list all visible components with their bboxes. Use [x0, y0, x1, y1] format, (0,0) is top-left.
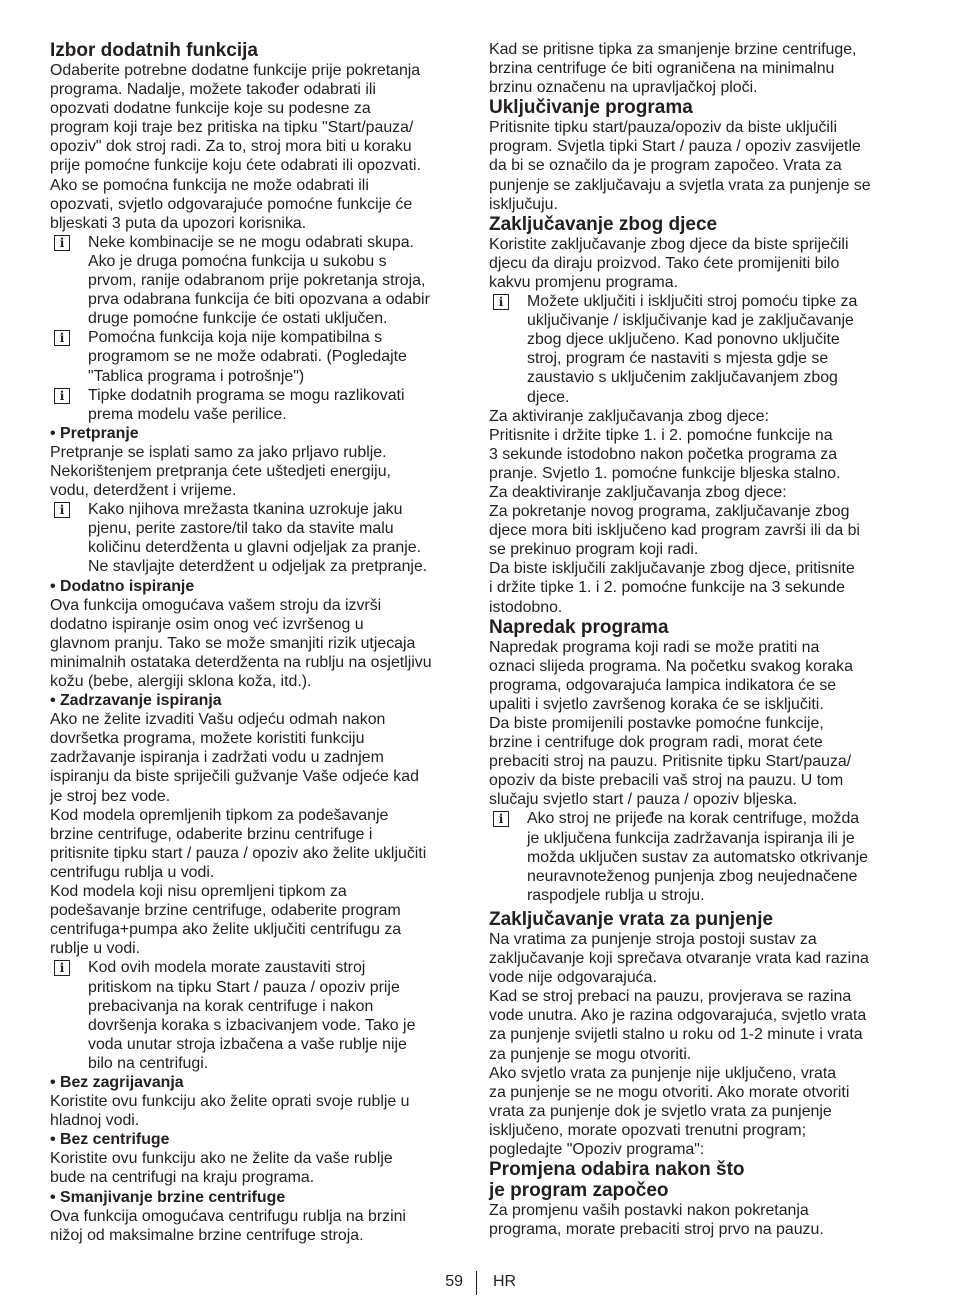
heading-additional-functions: Izbor dodatnih funkcija — [50, 40, 258, 61]
heading-child-lock: Zaključavanje zbog djece — [489, 213, 718, 235]
info-note — [489, 809, 907, 904]
paragraph-intro: Odaberite potrebne dodatne funkcije prije pokretanja programa. Nadalje, možete također odabrati ili opozvati dodatne funkcije koje su podesne za program koji traje bez pritiska na tipku "Start/pauza/ opoziv" dok stroj radi. Za to, stroj mora biti u koraku prije pomoćne funkcije koju ćete odabrati ili opozvati. Ako se pomoćna funkcija ne može odabrati ili opozvati, svjetlo odgovarajuće pomoćne funkcije će bljeskati 3 puta da upozori korisnika. — [50, 62, 421, 232]
info-icon: i — [54, 330, 70, 346]
info-note — [50, 500, 468, 576]
heading-door-lock: Zaključavanje vrata za punjenje — [489, 908, 774, 930]
info-note — [50, 328, 468, 385]
page-footer — [0, 1271, 954, 1295]
info-icon: i — [54, 960, 70, 976]
subheading-spin-reduction: • Smanjivanje brzine centrifuge — [50, 1188, 286, 1206]
note-text: Pomoćna funkcija koja nije kompatibilna s programom se ne može odabrati. (Pogledajte "Tablica programa i potrošnje") — [88, 329, 407, 385]
paragraph-rinse-hold: Ako ne želite izvaditi Vašu odjeću odmah nakon dovršetka programa, možete koristiti funkciju zadržavanje ispiranja i zadržati vodu u zadnjem ispiranju da biste spriječili gužvanje Vaše odjeće kad je stroj bez vode. Kod modela opremljenih tipkom za podešavanje brzine centrifuge, odaberite brzinu centrifuge i pritisnite tipku start / pauza / opoziv ako želite uključiti centrifugu rublja u vodi. Kod modela koji nisu opremljeni tipkom za podešavanje brzine centrifuge, odaberite program centrifuga+pumpa ako želite uključiti centrifugu za rublje u vodi. — [50, 711, 427, 958]
subheading-extra-rinse: • Dodatno ispiranje — [50, 577, 195, 595]
paragraph-spin-reduction-cont: Kad se pritisne tipka za smanjenje brzine centrifuge, brzina centrifuge će biti ograničena na minimalnu brzinu označenu na upravljačkoj ploči. — [489, 41, 857, 97]
note-text: Možete uključiti i isključiti stroj pomoću tipke za uključivanje / isključivanje kad je zaključavanje zbog djece uključeno. Kad ponovno uključite stroj, program će nastaviti s mjesta gdje se zaustavio s uključenim zaključavanjem zbog djece. — [527, 293, 858, 406]
note-text: Kako njihova mrežasta tkanina uzrokuje jaku pjenu, perite zastore/til tako da stavite malu količinu deterdženta u glavni odjeljak za pranje. Ne stavljajte deterdžent u odjeljak za pretpranje. — [88, 501, 428, 576]
heading-program-progress: Napredak programa — [489, 616, 669, 638]
info-note — [489, 292, 907, 407]
info-note — [50, 958, 468, 1073]
heading-program-start: Uključivanje programa — [489, 97, 693, 119]
subheading-prewash: • Pretpranje — [50, 424, 139, 442]
paragraph-extra-rinse: Ova funkcija omogućava vašem stroju da izvrši dodatno ispiranje osim onog već izvršenog u glavnom pranju. Tako se može smanjiti rizik utjecaja minimalnih ostataka deterdženta na rublju na osjetljivu kožu (bebe, alergiji sklona koža, itd.). — [50, 596, 432, 690]
paragraph-no-heating: Koristite ovu funkciju ako želite oprati svoje rublje u hladnoj vodi. — [50, 1093, 410, 1130]
subheading-no-spin: • Bez centrifuge — [50, 1131, 170, 1149]
note-text: Kod ovih modela morate zaustaviti stroj pritiskom na tipku Start / pauza / opoziv prije prebacivanja na korak centrifuge i nakon dovršenja koraka s izbacivanjem vode. Tako je voda unutar stroja izbačena a vaše rublje nije bilo na centrifugi. — [88, 959, 416, 1072]
page-number: 59 — [445, 1273, 463, 1290]
paragraph-door-lock: Na vratima za punjenje stroja postoji sustav za zaključavanje koji sprečava otvaranje vrata kad razina vode nije odgovarajuća. Kad se stroj prebaci na pauzu, provjerava se razina vode unutra. Ako je razina odgovarajuća, svjetlo vrata za punjenje svijetli stalno u roku od 1-2 minute i vrata za punjenje se mogu otvoriti. Ako svjetlo vrata za punjenje nije uključeno, vrata za punjenje se ne mogu otvoriti. Ako morate otvoriti vrata za punjenje dok je svjetlo vrata za punjenje isključeno, morate opozvati trenutni program; pogledajte "Opoziv programa": — [489, 930, 869, 1158]
paragraph-child-lock: Koristite zaključavanje zbog djece da biste spriječili djecu da diraju proizvod. Tako ćete promijeniti bilo kakvu promjenu programa. — [489, 235, 849, 291]
subheading-no-heating: • Bez zagrijavanja — [50, 1073, 184, 1091]
info-icon: i — [54, 502, 70, 518]
heading-change-selection: Promjena odabira nakon što je program započeo — [489, 1159, 745, 1202]
subheading-rinse-hold: • Zadrzavanje ispiranja — [50, 692, 222, 710]
language-code: HR — [493, 1273, 517, 1290]
note-text: Neke kombinacije se ne mogu odabrati skupa. Ako je druga pomoćna funkcija u sukobu s prvom, ranije odabranom prije pokretanja stroja, prva odabrana funkcija će biti opozvana a odabir druge pomoćne funkcije će ostati uključen. — [88, 233, 430, 328]
left-column — [50, 40, 468, 1245]
info-note — [50, 233, 468, 328]
paragraph-program-start: Pritisnite tipku start/pauza/opoziv da biste uključili program. Svjetla tipki Start / pauza / opoziv zasvijetle da bi se označilo da je program započeo. Vrata za punjenje se zaključavaju a svjetla vrata za punjenje se isključuju. — [489, 119, 871, 213]
paragraph-prewash: Pretpranje se isplati samo za jako prljavo rublje. Nekorištenjem pretpranja ćete uštedjeti energiju, vodu, deterdžent i vrijeme. — [50, 443, 391, 500]
info-icon: i — [493, 811, 509, 827]
footer-divider — [476, 1271, 477, 1295]
paragraph-no-spin: Koristite ovu funkciju ako ne želite da vaše rublje bude na centrifugi na kraju programa. — [50, 1150, 393, 1187]
paragraph-change-selection: Za promjenu vaših postavki nakon pokretanja programa, morate prebaciti stroj prvo na pauzu. — [489, 1202, 824, 1239]
info-note — [50, 386, 468, 424]
right-column — [489, 40, 907, 1239]
info-icon: i — [54, 235, 70, 251]
paragraph-child-lock-steps: Za aktiviranje zaključavanja zbog djece: Pritisnite i držite tipke 1. i 2. pomoćne funkcije na 3 sekunde istodobno nakon početka programa za pranje. Svjetlo 1. pomoćne funkcije bljeska stalno. Za deaktiviranje zaključavanja zbog djece: Za pokretanje novog programa, zaključavanje zbog djece mora biti isključeno kad program završi ili da bi se prekinuo program koji radi. Da biste isključili zaključavanje zbog djece, pritisnite i držite tipke 1. i 2. pomoćne funkcije na 3 sekunde istodobno. — [489, 407, 860, 616]
note-text: Ako stroj ne prijeđe na korak centrifuge, možda je uključena funkcija zadržavanja ispiranja ili je možda uključen sustav za automatsko otkrivanje neuravnoteženog punjenja zbog neujednačene raspodjele rublja u stroju. — [527, 810, 868, 904]
paragraph-program-progress: Napredak programa koji radi se može pratiti na oznaci slijeda programa. Na početku svakog koraka programa, odgovarajuća lampica indikatora će se upaliti i svjetlo završenog koraka će se isključiti. Da biste promijenili postavke pomoćne funkcije, brzine i centrifuge dok program radi, morat ćete prebaciti stroj na pauzu. Pritisnite tipku Start/pauza/ opoziv da biste prebacili vaš stroj na pauzu. U tom slučaju svjetlo start / pauza / opoziv bljeska. — [489, 638, 853, 809]
info-icon: i — [54, 388, 70, 404]
note-text: Tipke dodatnih programa se mogu razlikovati prema modelu vaše perilice. — [88, 386, 405, 423]
info-icon: i — [493, 294, 509, 310]
paragraph-spin-reduction: Ova funkcija omogućava centrifugu rublja na brzini nižoj od maksimalne brzine centrifuge stroja. — [50, 1207, 406, 1244]
